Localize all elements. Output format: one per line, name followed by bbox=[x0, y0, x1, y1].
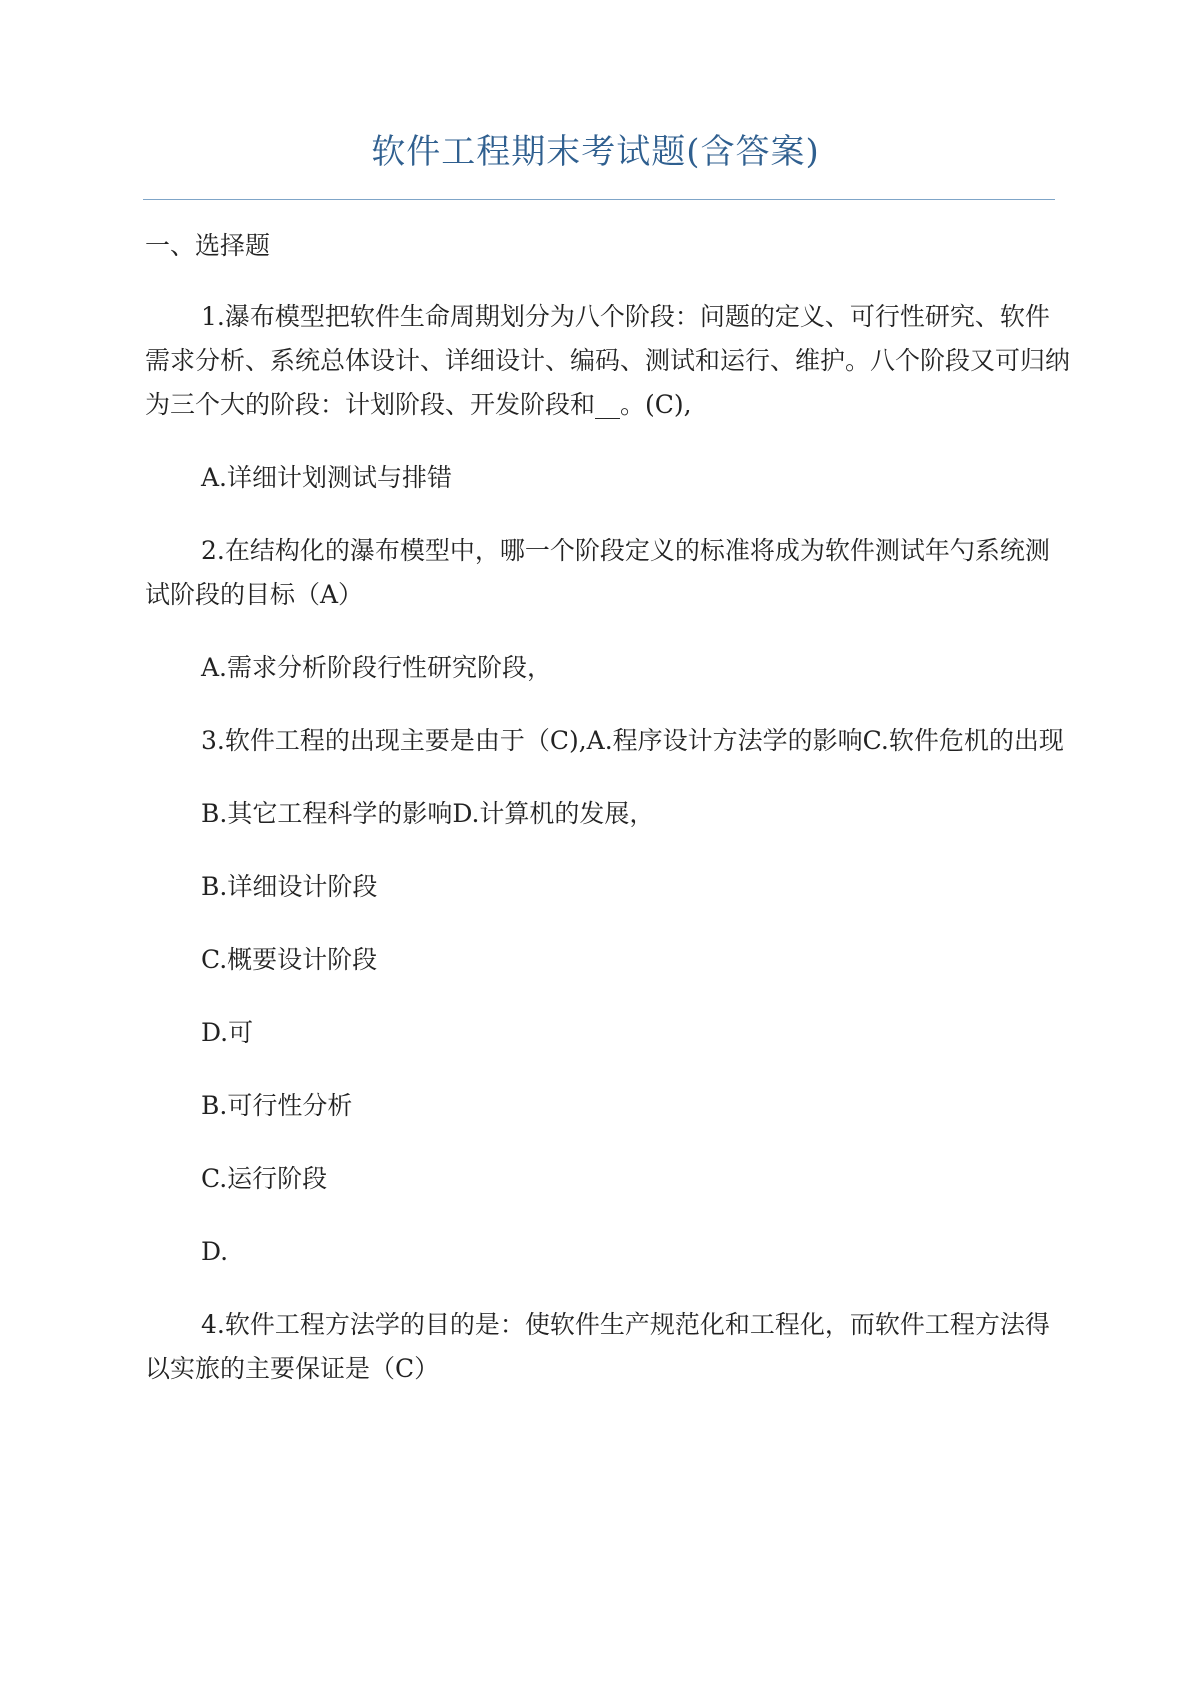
answer-option: C.运行阶段 bbox=[201, 1164, 328, 1193]
answer-option: B.详细设计阶段 bbox=[201, 872, 378, 901]
document-body bbox=[145, 226, 1070, 1420]
question-3: 3.软件工程的出现主要是由于（C),A.程序设计方法学的影响C.软件危机的出现 bbox=[201, 726, 1064, 755]
answer-option: A.详细计划测试与排错 bbox=[201, 463, 453, 492]
answer-option: A.需求分析阶段行性研究阶段， bbox=[201, 653, 553, 682]
answer-option: B.其它工程科学的影响D.计算机的发展， bbox=[201, 799, 655, 828]
answer-option: D. bbox=[201, 1237, 229, 1266]
question-2: 2.在结构化的瀑布模型中，哪一个阶段定义的标准将成为软件测试年勺系统测试阶段的目标（A） bbox=[145, 536, 1050, 609]
title-divider bbox=[143, 199, 1055, 200]
question-4: 4.软件工程方法学的目的是：使软件生产规范化和工程化，而软件工程方法得以实旅的主要保证是（C） bbox=[145, 1310, 1050, 1383]
section-heading: 一、选择题 bbox=[145, 231, 271, 260]
answer-option: C.概要设计阶段 bbox=[201, 945, 378, 974]
document-title: 软件工程期末考试题(含答案) bbox=[371, 132, 820, 172]
answer-option: B.可行性分析 bbox=[201, 1091, 353, 1120]
question-1: 1.瀑布模型把软件生命周期划分为八个阶段：问题的定义、可行性研究、软件需求分析、系统总体设计、详细设计、编码、测试和运行、维护。八个阶段又可归纳为三个大的阶段：计划阶段、开发阶段和__。(C), bbox=[145, 302, 1071, 419]
answer-option: D.可 bbox=[201, 1018, 254, 1047]
